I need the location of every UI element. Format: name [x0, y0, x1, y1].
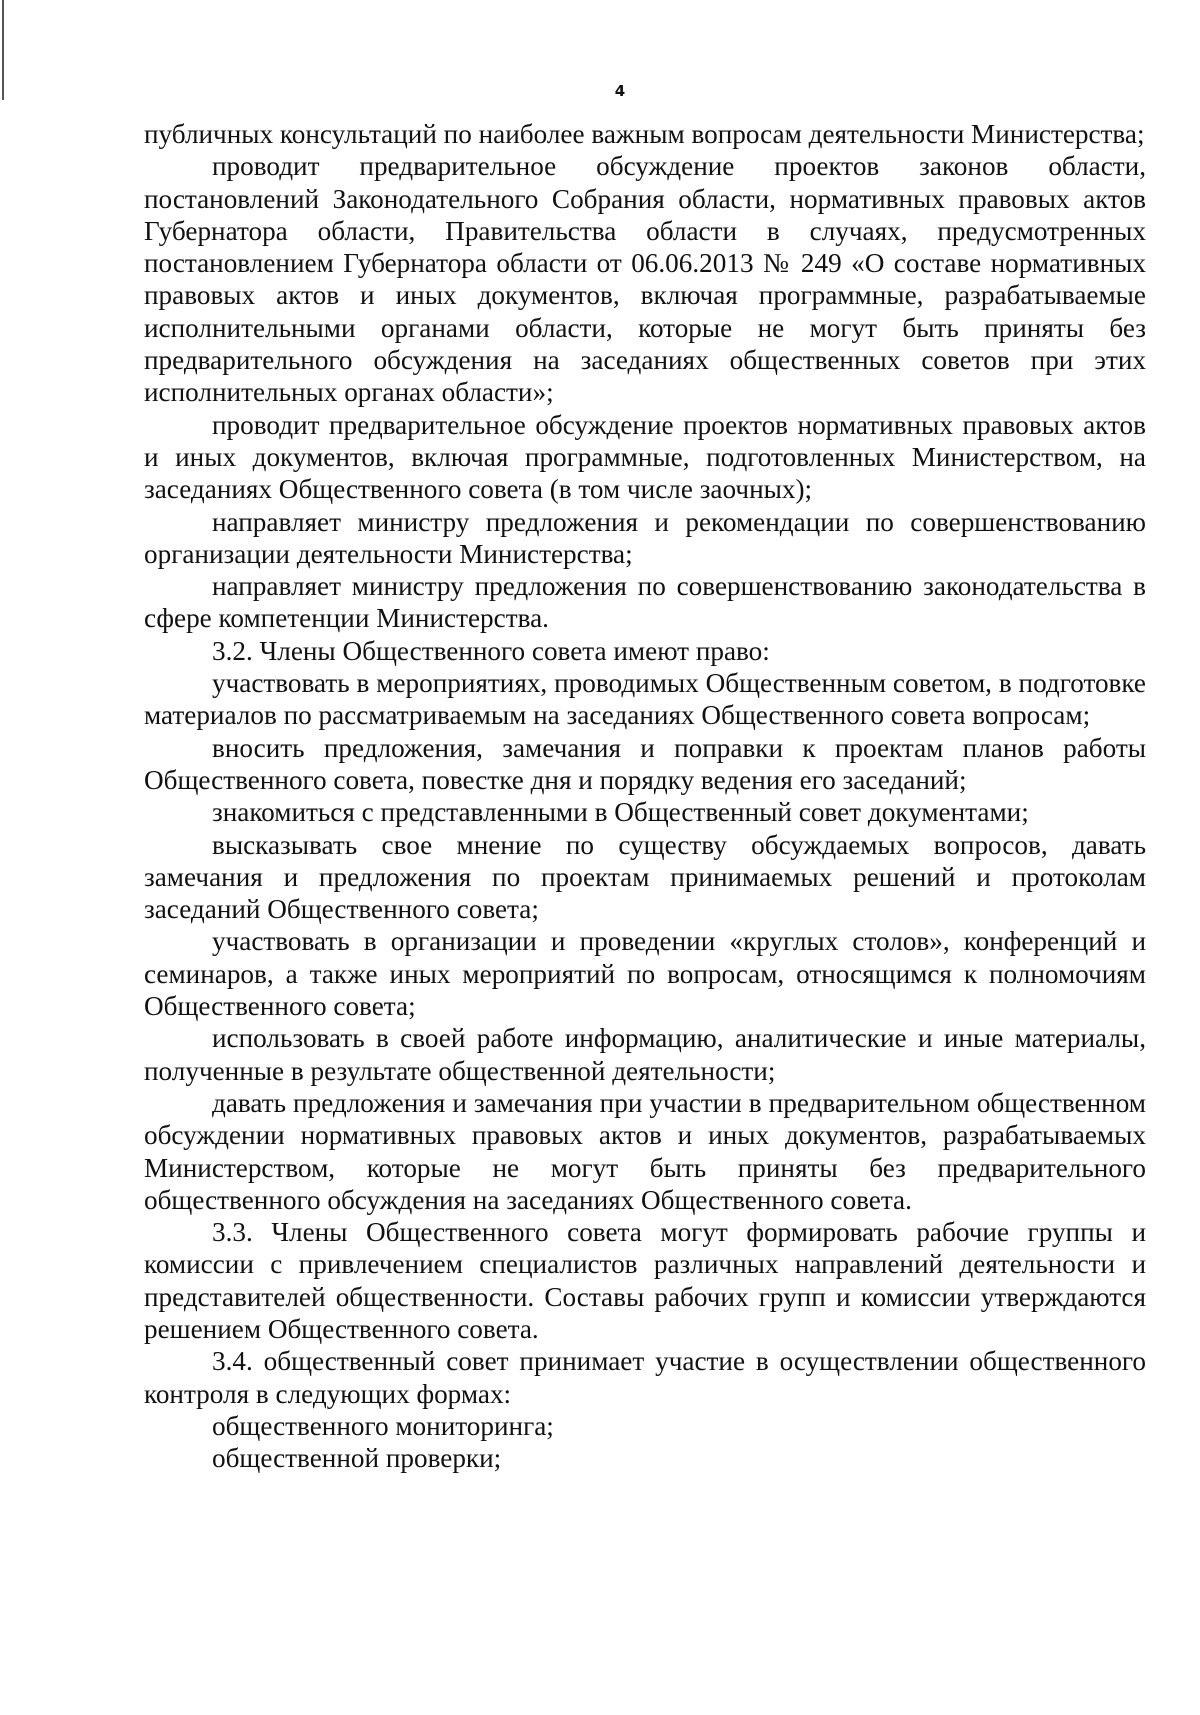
paragraph: высказывать свое мнение по существу обсуждаемых вопросов, давать замечания и предложения по проектам принимаемых решений и протоколам заседаний Общественного совета; [144, 829, 1146, 925]
paragraph: проводит предварительное обсуждение проектов нормативных правовых актов и иных документов, включая программные, подготовленных Министерством, на заседаниях Общественного совета (в том числе заочных); [144, 409, 1146, 505]
paragraph: направляет министру предложения и рекомендации по совершенствованию организации деятельности Министерства; [144, 506, 1146, 569]
paragraph: участвовать в мероприятиях, проводимых Общественным советом, в подготовке материалов по рассматриваемым на заседаниях Общественного совета вопросам; [144, 668, 1146, 731]
section-heading: 3.2. Члены Общественного совета имеют право: [212, 635, 770, 666]
paragraph: 3.3. Члены Общественного совета могут формировать рабочие группы и комиссии с привлечением специалистов различных направлений деятельности и представителей общественности. Составы рабочих групп и комиссии утверждаются решением Общественного совета. [144, 1217, 1146, 1344]
paragraph: участвовать в организации и проведении «круглых столов», конференций и семинаров, а также иных мероприятий по вопросам, относящимся к полномочиям Общественного совета; [144, 926, 1146, 1022]
paragraph: использовать в своей работе информацию, аналитические и иные материалы, полученные в результате общественной деятельности; [144, 1023, 1146, 1086]
paragraph: проводит предварительное обсуждение проектов законов области, постановлений Законодательного Собрания области, нормативных правовых актов Губернатора области, Правительства области в случаях, предусмотренных постановлением Губернатора области от 06.06.2013 № 249 «О составе нормативных правовых актов и иных документов, включая программные, разрабатываемые исполнительными органами области, которые не могут быть приняты без предварительного обсуждения на заседаниях общественных советов при этих исполнительных органах области»; [144, 151, 1146, 408]
document-body [144, 118, 1146, 1474]
list-item: общественного мониторинга; [212, 1410, 554, 1441]
paragraph: вносить предложения, замечания и поправки к проектам планов работы Общественного совета, повестке дня и порядку ведения его заседаний; [144, 732, 1146, 795]
paragraph: давать предложения и замечания при участии в предварительном общественном обсуждении нормативных правовых актов и иных документов, разрабатываемых Министерством, которые не могут быть приняты без предварительного общественного обсуждения на заседаниях Общественного совета. [144, 1087, 1146, 1215]
page-number: 4 [614, 82, 626, 100]
list-item: общественной проверки; [212, 1443, 502, 1474]
paragraph: публичных консультаций по наиболее важным вопросам деятельности Министерства; [144, 119, 1145, 149]
paragraph: направляет министру предложения по совершенствованию законодательства в сфере компетенции Министерства. [144, 571, 1146, 634]
paragraph: знакомиться с представленными в Общественный совет документами; [212, 797, 1029, 828]
paragraph: 3.4. общественный совет принимает участие в осуществлении общественного контроля в следующих формах: [144, 1346, 1146, 1409]
